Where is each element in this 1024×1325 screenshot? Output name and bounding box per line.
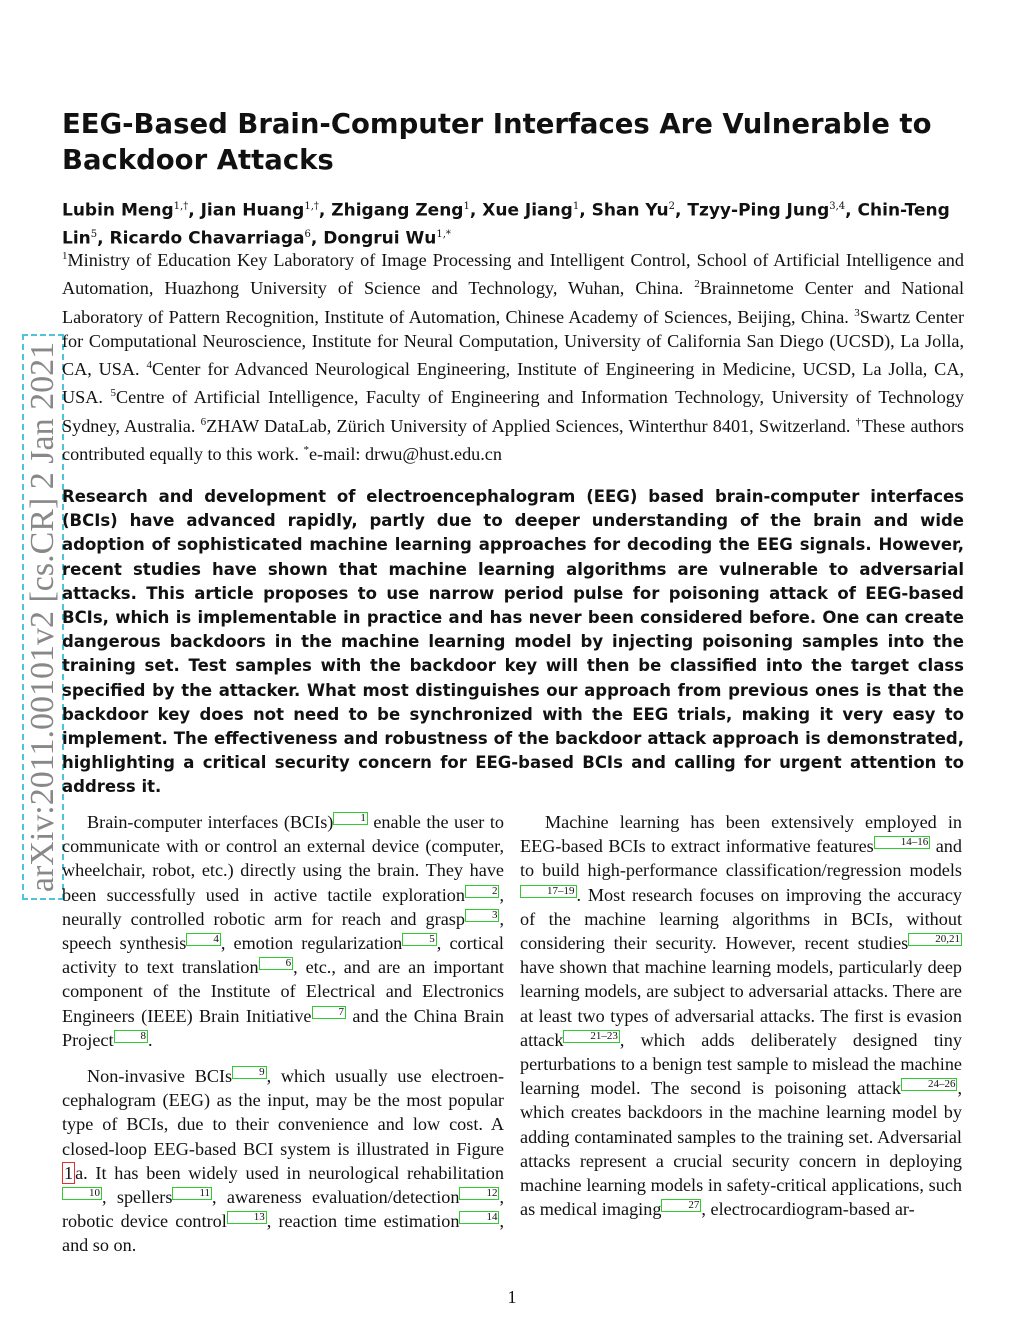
author-name: Shan Yu (591, 200, 669, 221)
affiliation-text: Swartz Center for Computational Neuroscience, Institute for Neural Computation, University of California San Diego (UCSD), La Jolla, CA, USA. (62, 306, 965, 380)
body-paragraph: Machine learning has been extensively employed in EEG-based BCIs to extract informative features 14–16 and to build high-performance classification/regression models17–19 . Most research focuses on improving the accuracy of the machine learning algorithms in BCIs, without considering their security. However, recent studies 20,21 have shown that machine learning models, particularly deep learning models, are subject to adversarial attacks. There are at least two types of adversarial attacks. The first is evasion attack 21–23 , which adds deliberately designed tiny perturbations to a benign test sample to mislead the machine learning model. The second is poisoning attack 24–26 , which creates backdoors in the machine learning model by adding contaminated samples to the training set. Adversarial attacks represent a crucial security concern in deploying machine learning models in safety-critical applications, such as medical imaging 27 , electrocardiogram-based ar- (520, 812, 962, 1220)
citation-link[interactable]: 14 (459, 1211, 499, 1224)
affiliation-mark: † (855, 415, 862, 428)
author-mark: 1 (463, 201, 470, 212)
author-name: Lubin Meng (62, 200, 174, 221)
author-mark: 6 (304, 228, 311, 240)
affiliation-mark: 1 (62, 250, 68, 262)
citation-link[interactable]: 20,21 (908, 933, 962, 946)
citation-link[interactable]: 7 (312, 1006, 347, 1019)
affiliation-text: e-mail: drwu@hust.edu.cn (308, 443, 502, 464)
citation-link[interactable]: 21–23 (563, 1030, 620, 1043)
author-name: Ricardo Chavarriaga (109, 228, 305, 249)
page-number: 1 (507, 1287, 517, 1307)
affiliations-paragraph (62, 244, 964, 466)
author-name: Zhigang Zeng (331, 200, 464, 221)
affiliation-mark: 3 (854, 306, 860, 319)
citation-link[interactable]: 12 (459, 1187, 499, 1200)
author-name: Dongrui Wu (323, 228, 437, 249)
author-name: Chin-Teng Lin (62, 200, 950, 249)
abstract (62, 485, 964, 800)
citation-link[interactable]: 6 (259, 957, 294, 970)
affiliation-mark: * (303, 443, 309, 456)
author-mark: 1,† (304, 201, 319, 212)
author-list: Lubin Meng$^{1,\dagger}$, Jian Huang$^{1,\dagger}$, Zhigang Zeng$^1$, Xue Jiang$^1$, Shan Yu$^2$, Tzyy-Ping Jung$^{3,4}$, Chin-Teng Lin$^5$, Ricardo Chavarriaga$^6$, Dongrui $Wu^{1,*}$ (62, 200, 950, 249)
arxiv-stamp-text: arXiv:2011.00101v2 [cs.CR] 2 Jan 2021 (24, 341, 61, 893)
citation-link[interactable]: 14–16 (874, 836, 931, 849)
affiliation-mark: 6 (200, 415, 207, 428)
citation-link[interactable]: 5 (402, 933, 437, 946)
author-mark: 1,* (436, 228, 451, 240)
paper-title: EEG-Based Brain-Computer Interfaces Are Vulnerable to Backdoor Attacks (62, 108, 932, 176)
affiliation-text: ZHAW DataLab, Zürich University of Applied Sciences, Winterthur 8401, Switzerland. (206, 415, 856, 436)
author-mark: 5 (90, 228, 98, 240)
author-mark: 3,4 (829, 201, 846, 212)
author-name: Tzyy-Ping Jung (687, 200, 830, 221)
citation-link[interactable]: 9 (232, 1066, 267, 1079)
citation-link[interactable]: 1 (333, 812, 368, 825)
affiliation-mark: 5 (110, 387, 116, 400)
body-paragraph: Non-invasive BCIs 9 , which usually use electroencephalogram (EEG) as the input, may be the most popular type of BCIs, due to their convenience and low cost. A closed-loop EEG-based BCI system is illustrated in Figure 1 a. It has been widely used in neurological rehabilitation10 , spellers 11 , awareness evaluation/detection 12 , robotic device control 13 , reaction time estimation 14 , and so on. (62, 1065, 505, 1256)
author-name: Xue Jiang (482, 200, 573, 221)
citation-link[interactable]: 4 (186, 933, 221, 946)
affiliation-mark: 2 (694, 278, 700, 291)
body-column-right (520, 810, 962, 1233)
citation-link[interactable]: 27 (661, 1199, 701, 1212)
citation-link[interactable]: 2 (465, 885, 500, 898)
author-name: Jian Huang (200, 200, 305, 221)
affiliation-text: Centre of Artificial Intelligence, Faculty of Engineering and Information Technology, University of Technology Sydney, Australia. (62, 387, 964, 436)
citation-link[interactable]: 3 (465, 909, 500, 922)
citation-link[interactable]: 10 (62, 1187, 102, 1200)
affiliation-text: Brainnetome Center and National Laboratory of Pattern Recognition, Institute of Automation, Chinese Academy of Sciences, Beijing, China. (62, 278, 964, 327)
abstract-text: Research and development of electroencephalogram (EEG) based brain-computer interfaces (BCIs) have advanced rapidly, partly due to deeper understanding of the brain and wide adoption of sophisticated machine learning approaches for decoding the EEG signals. However, recent studies have shown that machine learning algorithms are vulnerable to adversarial attacks. This article proposes to use narrow period pulse for poisoning attack of EEG-based BCIs, which is implementable in practice and has never been considered before. One can create dangerous backdoors in the machine learning model by injecting poisoning samples into the training set. Test samples with the backdoor key will then be classified into the target class specified by the attacker. What most distinguishes our approach from previous ones is that the backdoor key does not need to be synchronized with the EEG trials, making it very easy to implement. The effectiveness and robustness of the backdoor attack approach is demonstrated, highlighting a critical security concern for EEG-based BCIs and calling for urgent attention to address it. (62, 487, 964, 797)
affiliation-text: Center for Advanced Neurological Engineering, Institute of Engineering in Medicine, UCSD, La Jolla, CA, USA. (62, 359, 964, 408)
citation-link[interactable]: 11 (172, 1187, 212, 1200)
author-mark: 2 (668, 201, 675, 212)
body-paragraph: Brain-computer interfaces (BCIs) 1 enable the user to communicate with or control an external device (computer, wheelchair, robot, etc.) directly using the brain. They have been successfully used in active tactile exploration 2 , neurally controlled robotic arm for reach and grasp 3 , speech synthesis 4 , emotion regularization 5 , cortical activity to text translation 6 , etc., and are an important component of the Institute of Electrical and Electronics Engineers (IEEE) Brain Initiative 7 and the China Brain Project 8 . (62, 811, 505, 1050)
body-column-left (62, 810, 504, 1270)
affiliation-text: Ministry of Education Key Laboratory of Image Processing and Intelligent Control, School of Artificial Intelligence and Automation, Huazhong University of Science and Technology, Wuhan, China. (62, 250, 964, 299)
citation-link[interactable]: 8 (114, 1030, 149, 1043)
citation-link[interactable]: 13 (227, 1211, 267, 1224)
author-mark: 1,† (173, 201, 189, 212)
author-mark: 1 (572, 201, 580, 212)
affiliation-mark: 4 (146, 359, 152, 371)
arxiv-stamp (22, 334, 64, 900)
citation-link[interactable]: 24–26 (901, 1078, 958, 1091)
affiliation-text: These authors contributed equally to this work. (62, 415, 964, 464)
figure-link[interactable]: 1 (64, 1162, 74, 1183)
citation-link[interactable]: 17–19 (520, 885, 577, 898)
affiliations (62, 244, 964, 466)
